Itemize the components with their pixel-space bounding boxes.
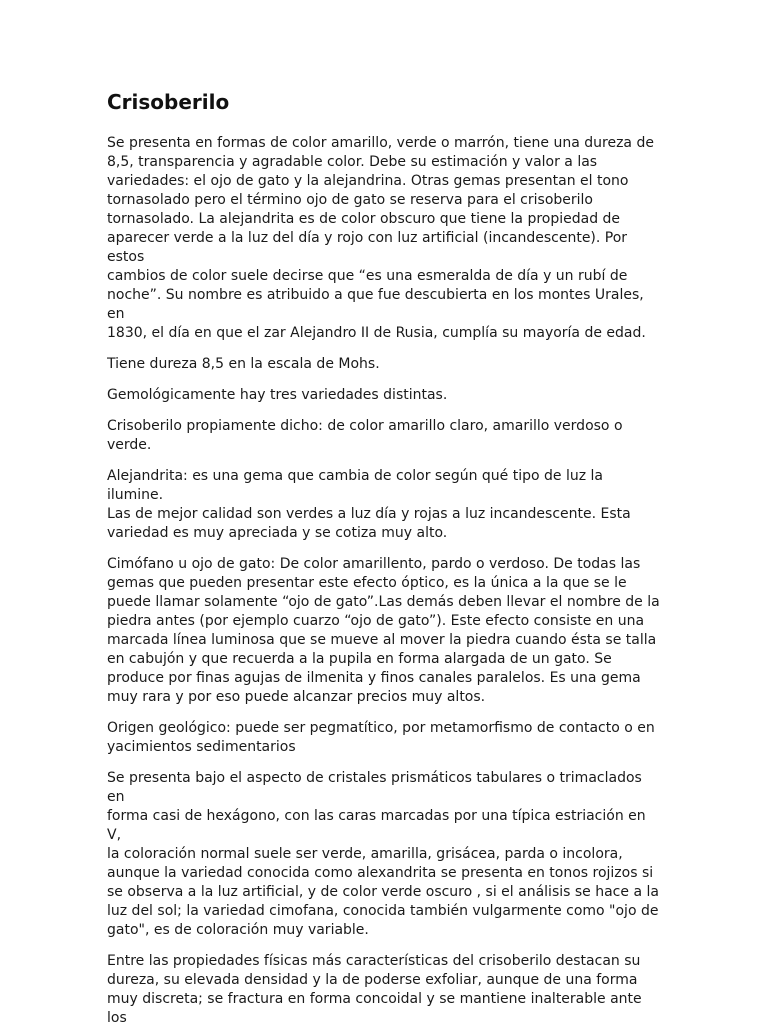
paragraph-alejandrita: Alejandrita: es una gema que cambia de color según qué tipo de luz la ilumine. Las de mejor calidad son verdes a luz día y rojas a luz incandescente. Esta variedad es muy apreciada y se cotiza muy alto. bbox=[107, 468, 631, 541]
paragraph-crystals: Se presenta bajo el aspecto de cristales prismáticos tabulares o trimaclados en forma casi de hexágono, con las caras marcadas por una típica estriación en V, la coloración normal suele ser verde, amarilla, grisácea, parda o incolora, aunque la variedad conocida como alexandrita se presenta en tonos rojizos si se observa a la luz artificial, y de color verde oscuro , si el análisis se hace a la luz del sol; la variedad cimofana, conocida también vulgarmente como "ojo de gato", es de coloración muy variable. bbox=[107, 770, 659, 938]
paragraph-origin: Origen geológico: puede ser pegmatítico, por metamorfismo de contacto o en yacimientos sedimentarios bbox=[107, 720, 655, 755]
document-page bbox=[107, 86, 663, 1024]
paragraph-crisoberilo: Crisoberilo propiamente dicho: de color amarillo claro, amarillo verdoso o verde. bbox=[107, 418, 623, 453]
paragraph-varieties: Gemológicamente hay tres variedades distintas. bbox=[107, 387, 448, 403]
document-title: Crisoberilo bbox=[107, 90, 230, 114]
paragraph-properties: Entre las propiedades físicas más características del crisoberilo destacan su dureza, su elevada densidad y la de poderse exfoliar, aunque de una forma muy discreta; se fractura en forma concoidal y se mantiene inalterable ante los bbox=[107, 953, 642, 1024]
paragraph-cimofano: Cimófano u ojo de gato: De color amarillento, pardo o verdoso. De todas las gemas que pueden presentar este efecto óptico, es la única a la que se le puede llamar solamente “ojo de gato”.Las demás deben llevar el nombre de la piedra antes (por ejemplo cuarzo “ojo de gato”). Este efecto consiste en una marcada línea luminosa que se mueve al mover la piedra cuando ésta se talla en cabujón y que recuerda a la pupila en forma alargada de un gato. Se produce por finas agujas de ilmenita y finos canales paralelos. Es una gema muy rara y por eso puede alcanzar precios muy altos. bbox=[107, 556, 660, 705]
paragraph-intro: Se presenta en formas de color amarillo, verde o marrón, tiene una dureza de 8,5, transparencia y agradable color. Debe su estimación y valor a las variedades: el ojo de gato y la alejandrina. Otras gemas presentan el tono tornasolado pero el término ojo de gato se reserva para el crisoberilo tornasolado. La alejandrita es de color obscuro que tiene la propiedad de aparecer verde a la luz del día y rojo con luz artificial (incandescente). Por estos cambios de color suele decirse que “es una esmeralda de día y un rubí de noche”. Su nombre es atribuido a que fue descubierta en los montes Urales, en 1830, el día en que el zar Alejandro II de Rusia, cumplía su mayoría de edad. bbox=[107, 135, 654, 341]
paragraph-hardness: Tiene dureza 8,5 en la escala de Mohs. bbox=[107, 356, 380, 372]
